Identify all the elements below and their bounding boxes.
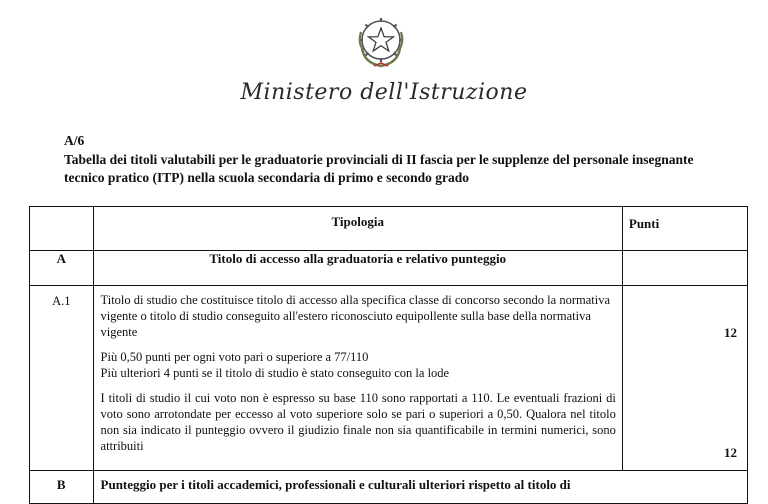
table-header-row xyxy=(30,207,748,251)
section-a-label: A xyxy=(30,251,94,286)
row-a1-para1: Titolo di studio che costituisce titolo di accesso alla specifica classe di concorso secondo la normativa vigente o titolo di studio conseguito all'estero riconosciuto equipollente sulla base della normativa vigente xyxy=(100,293,611,339)
italian-republic-emblem-icon xyxy=(350,8,412,70)
section-b-title: Punteggio per i titoli accademici, professionali e culturali ulteriori rispetto al titolo di xyxy=(93,471,747,504)
row-a1-points xyxy=(622,286,747,471)
row-a1-para2-line2: Più ulteriori 4 punti se il titolo di studio è stato conseguito con la lode xyxy=(100,366,450,380)
titles-table xyxy=(29,206,748,504)
row-a1-para3: I titoli di studio il cui voto non è espresso su base 110 sono rapportati a 110. Le eventuali frazioni di voto sono arrotondate per eccesso al voto superiore solo se pari o superiori a 0,50. Qualora nel titolo non sia indicato il punteggio ovvero il giudizio finale non sia quantificabile in termini numerici, sono attribuiti xyxy=(100,391,616,453)
section-a-row xyxy=(30,251,748,286)
header-empty-cell xyxy=(30,207,94,251)
row-a1-points-2: 12 xyxy=(724,445,737,460)
row-a1-description xyxy=(93,286,622,471)
document-subtitle: Tabella dei titoli valutabili per le graduatorie provinciali di II fascia per le supplenze del personale insegnante tecnico pratico (ITP) nella scuola secondaria di primo e secondo grado xyxy=(64,152,694,185)
section-b-label: B xyxy=(30,471,94,504)
section-b-row xyxy=(30,471,748,504)
header-punti: Punti xyxy=(622,207,747,251)
table-row-a1 xyxy=(30,286,748,471)
row-a1-points-1: 12 xyxy=(724,325,737,340)
ministry-name: Ministero dell'Istruzione xyxy=(240,80,528,105)
row-a1-number: A.1 xyxy=(30,286,94,471)
section-a-points-cell xyxy=(622,251,747,286)
row-a1-para2 xyxy=(101,349,616,381)
section-a-title: Titolo di accesso alla graduatoria e relativo punteggio xyxy=(93,251,622,286)
table-code: A/6 xyxy=(64,133,85,148)
row-a1-para2-line1: Più 0,50 punti per ogni voto pari o superiore a 77/110 xyxy=(100,350,369,364)
header-tipologia: Tipologia xyxy=(93,207,622,251)
